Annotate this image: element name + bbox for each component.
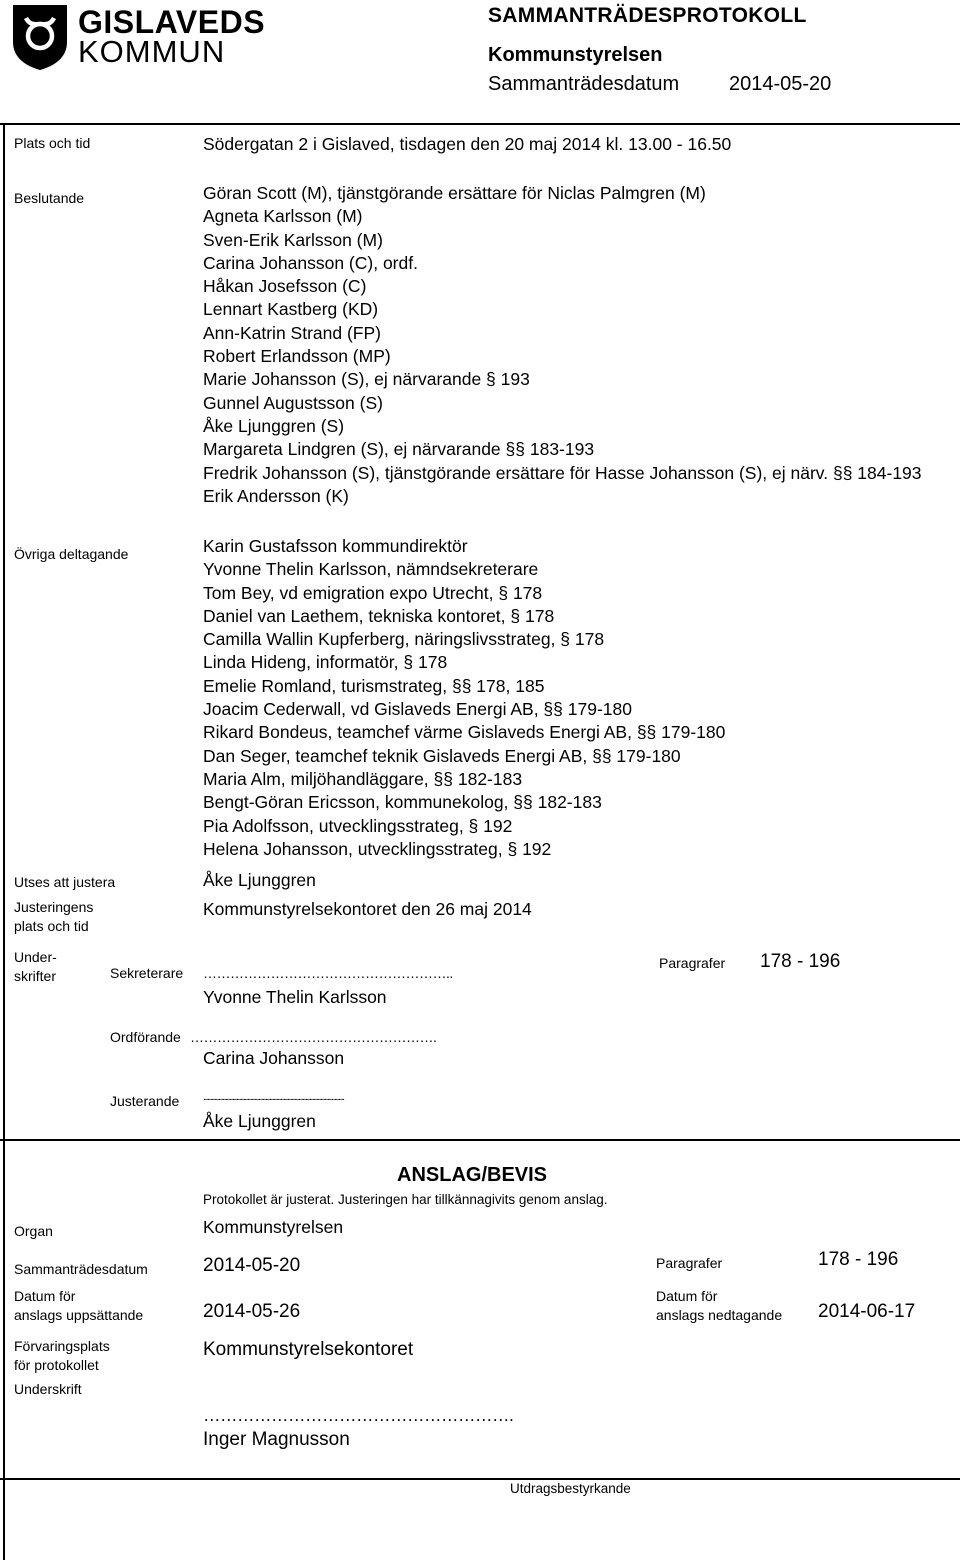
adjust-place-label-1: Justeringens <box>14 899 94 915</box>
document-type: SAMMANTRÄDESPROTOKOLL <box>488 4 807 27</box>
logo-text-bottom: KOMMUN <box>78 34 226 69</box>
list-item: Marie Johansson (S), ej närvarande § 193 <box>203 369 530 390</box>
chair-name: Carina Johansson <box>203 1048 345 1068</box>
list-item: Maria Alm, miljöhandläggare, §§ 182-183 <box>203 768 523 789</box>
list-item: Margareta Lindgren (S), ej närvarande §§ 183-193 <box>203 439 595 460</box>
list-item: Camilla Wallin Kupferberg, näringslivsstrateg, § 178 <box>203 629 605 650</box>
secretary-role: Sekreterare <box>110 965 184 981</box>
list-item: Joacim Cederwall, vd Gislaveds Energi AB, §§ 179-180 <box>203 699 632 720</box>
signatures-paragraphs-value: 178 - 196 <box>760 951 841 972</box>
adjuster-signature-line: ...................................................................................................... <box>203 1092 344 1103</box>
place-label: Plats och tid <box>14 135 91 151</box>
list-item: Erik Andersson (K) <box>203 485 349 506</box>
frame-left-line <box>3 123 5 1560</box>
adjuster-name: Åke Ljunggren <box>203 1111 316 1131</box>
adjust-place-label-2: plats och tid <box>14 918 89 934</box>
list-item: Linda Hideng, informatör, § 178 <box>203 652 448 673</box>
list-item: Göran Scott (M), tjänstgörande ersättare för Niclas Palmgren (M) <box>203 183 706 203</box>
posted-value: 2014-05-26 <box>203 1301 301 1322</box>
secretary-name: Yvonne Thelin Karlsson <box>203 987 387 1007</box>
list-item: Robert Erlandsson (MP) <box>203 346 391 367</box>
list-item: Fredrik Johansson (S), tjänstgörande ersättare för Hasse Johansson (S), ej närv. §§ 184-193 <box>203 462 922 483</box>
list-item: Daniel van Laethem, tekniska kontoret, § 178 <box>203 605 555 626</box>
list-item: Emelie Romland, turismstrateg, §§ 178, 185 <box>203 675 545 696</box>
list-item: Lennart Kastberg (KD) <box>203 299 379 320</box>
anslag-date-value: 2014-05-20 <box>203 1255 301 1276</box>
anslag-date-label: Sammanträdesdatum <box>14 1261 148 1277</box>
list-item: Karin Gustafsson kommundirektör <box>203 536 468 556</box>
list-item: Helena Johansson, utvecklingsstrateg, § 192 <box>203 838 552 859</box>
anslag-title: ANSLAG/BEVIS <box>397 1164 548 1186</box>
list-item: Ann-Katrin Strand (FP) <box>203 322 381 343</box>
anslag-note: Protokollet är justerat. Justeringen har tillkännagivits genom anslag. <box>203 1192 608 1207</box>
removed-value: 2014-06-17 <box>818 1301 916 1322</box>
list-item: Åke Ljunggren (S) <box>203 415 345 436</box>
removed-label-2: anslags nedtagande <box>656 1307 783 1323</box>
storage-label-1: Förvaringsplats <box>14 1338 110 1354</box>
adjust-place-value: Kommunstyrelsekontoret den 26 maj 2014 <box>203 899 532 919</box>
list-item: Håkan Josefsson (C) <box>203 276 367 297</box>
organ-label: Organ <box>14 1223 53 1239</box>
removed-label-1: Datum för <box>656 1288 718 1304</box>
deciding-label: Beslutande <box>14 190 85 206</box>
signatures-label-2: skrifter <box>14 968 56 984</box>
meeting-date-label: Sammanträdesdatum <box>488 73 680 95</box>
list-item: Agneta Karlsson (M) <box>203 206 363 227</box>
logo-text-top: GISLAVEDS <box>78 4 266 40</box>
coat-of-arms-icon <box>10 2 70 72</box>
list-item: Sven-Erik Karlsson (M) <box>203 229 383 250</box>
anslag-paragraphs-label: Paragrafer <box>656 1255 723 1271</box>
list-item: Carina Johansson (C), ordf. <box>203 252 418 273</box>
chair-role: Ordförande <box>110 1029 181 1045</box>
adjuster-role: Justerande <box>110 1093 180 1109</box>
deciding-list <box>203 182 922 508</box>
others-label: Övriga deltagande <box>14 546 129 562</box>
list-item: Rikard Bondeus, teamchef värme Gislaveds Energi AB, §§ 179-180 <box>203 722 726 743</box>
signatures-paragraphs-label: Paragrafer <box>659 955 726 971</box>
signatures-label-1: Under- <box>14 949 57 965</box>
anslag-paragraphs-value: 178 - 196 <box>818 1249 899 1270</box>
committee-name: Kommunstyrelsen <box>488 44 663 66</box>
frame-mid-line <box>0 1139 960 1141</box>
chair-signature-line: ………………………………………………. <box>190 1029 437 1045</box>
list-item: Gunnel Augustsson (S) <box>203 392 383 413</box>
anslag-signature-line: ………………………………………………. <box>203 1405 514 1425</box>
place-value: Södergatan 2 i Gislaved, tisdagen den 20 maj 2014 kl. 13.00 - 16.50 <box>203 134 732 154</box>
list-item: Dan Seger, teamchef teknik Gislaveds Energi AB, §§ 179-180 <box>203 745 681 766</box>
frame-lower-line <box>0 1478 960 1480</box>
list-item: Tom Bey, vd emigration expo Utrecht, § 178 <box>203 582 543 603</box>
list-item: Pia Adolfsson, utvecklingsstrateg, § 192 <box>203 815 513 836</box>
list-item: Yvonne Thelin Karlsson, nämndsekreterare <box>203 559 539 580</box>
adjuster-label: Utses att justera <box>14 874 116 890</box>
posted-label-2: anslags uppsättande <box>14 1307 144 1323</box>
adjuster-value: Åke Ljunggren <box>203 870 316 890</box>
storage-label-2: för protokollet <box>14 1357 99 1373</box>
organ-value: Kommunstyrelsen <box>203 1217 344 1237</box>
frame-top-line <box>0 123 960 125</box>
secretary-signature-line: ……………………………………………….. <box>203 965 453 981</box>
posted-label-1: Datum för <box>14 1288 76 1304</box>
certifier-label: Utdragsbestyrkande <box>510 1481 631 1496</box>
anslag-signature-name: Inger Magnusson <box>203 1429 350 1450</box>
signature-label: Underskrift <box>14 1381 82 1397</box>
meeting-date-value: 2014-05-20 <box>729 73 832 95</box>
list-item: Bengt-Göran Ericsson, kommunekolog, §§ 182-183 <box>203 792 602 813</box>
storage-value: Kommunstyrelsekontoret <box>203 1339 414 1360</box>
others-list <box>203 535 725 861</box>
